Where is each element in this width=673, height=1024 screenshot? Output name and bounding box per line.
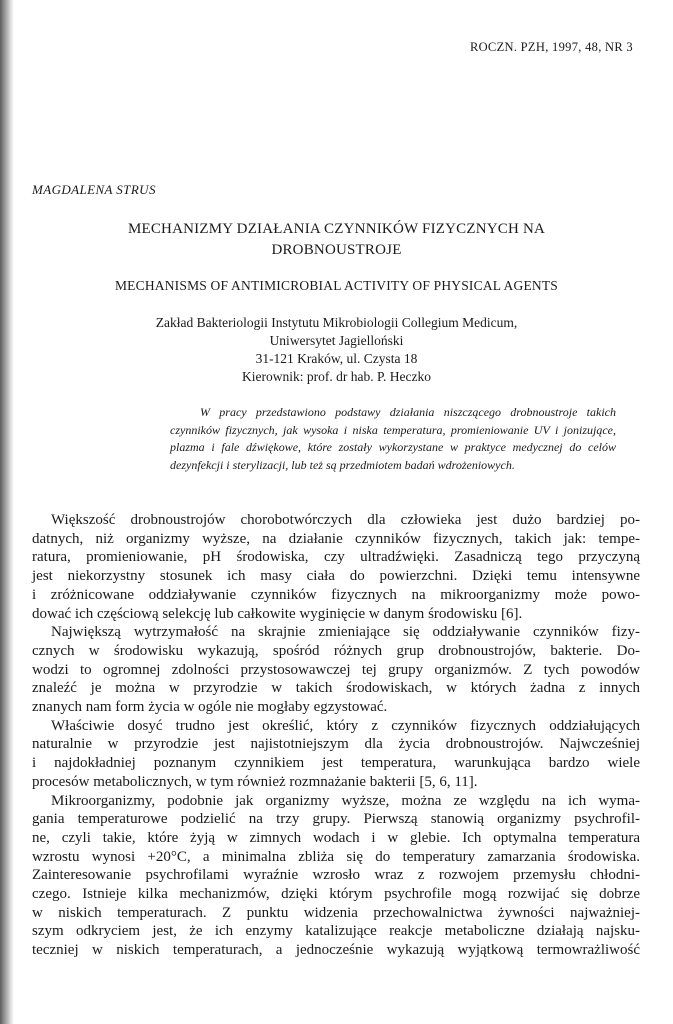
body-line: datnych, niż organizmy wyższe, na działanie czynników fizycznych, takich jak: tempe-	[32, 530, 640, 547]
body-line: w niskich temperaturach. Z punktu widzenia przechowalnictwa żywności najważniej-	[32, 904, 640, 921]
body-line: wzrostu wynosi +20°C, a minimalna zbliża się do temperatury zamarzania środowiska.	[32, 848, 640, 865]
body-line: szym odkryciem jest, że ich enzymy katalizujące reakcje metaboliczne działają najsku-	[32, 923, 640, 940]
abstract: W pracy przedstawiono podstawy działania niszczącego drobnoustroje takich czynników fizycznych, jak wysoka i niska temperatura, promieniowanie UV i jonizujące, plazma i fale dźwiękowe, które zostały wykorzystane w praktyce medycznej do celów dezynfekcji i sterylizacji, lub też są przedmiotem badań wdrożeniowych.	[170, 405, 616, 472]
body-line: ratura, promieniowanie, pH środowiska, czy ultradźwięki. Zasadniczą tego przyczyną	[32, 549, 640, 566]
body-line: znanych nam form życia w ogóle nie mogłaby egzystować.	[32, 699, 388, 716]
affiliation-line-4: Kierownik: prof. dr hab. P. Heczko	[242, 369, 431, 384]
affiliation-line-3: 31-121 Kraków, ul. Czysta 18	[255, 351, 418, 366]
affiliation-line-1: Zakład Bakteriologii Instytutu Mikrobiologii Collegium Medicum,	[155, 315, 518, 330]
body-line: czego. Istnieje kilka mechanizmów, dzięki którym psychrofile mogą rozwijać się dobrze	[32, 886, 640, 903]
body-line: Większość drobnoustrojów chorobotwórczych dla człowieka jest dużo bardziej po-	[51, 512, 640, 528]
article-title	[30, 219, 643, 261]
body-line: ne, czyli takie, które żyją w zimnych wodach i w glebie. Ich optymalna temperatura	[32, 829, 640, 846]
body-line: wodzi to ogromnej zdolności przystosowawczej tej grupy organizmów. Z tych powodów	[32, 661, 640, 678]
body-line: gania temperaturowe podzielić na trzy grupy. Pierwszą stanowią organizmy psychrofil-	[32, 811, 640, 828]
body-line: i zróżnicowane oddziaływanie czynników fizycznych na mikroorganizmy może powo-	[32, 586, 640, 603]
scan-page-edge	[0, 0, 14, 1024]
body-line: Mikroorganizmy, podobnie jak organizmy wyższe, można ze względu na ich wyma-	[51, 792, 640, 809]
body-text	[32, 511, 640, 960]
body-line: Właściwie dosyć trudno jest określić, który z czynników fizycznych oddziałujących	[51, 717, 640, 734]
body-line: procesów metabolicznych, w tym również rozmnażanie bakterii [5, 6, 11].	[32, 773, 478, 790]
title-line-2: DROBNOUSTROJE	[271, 242, 402, 258]
body-line: Największą wytrzymałość na skrajnie zmieniające się oddziaływanie czynników fizy-	[51, 624, 640, 641]
title-line-1: MECHANIZMY DZIAŁANIA CZYNNIKÓW FIZYCZNYCH NA	[127, 221, 546, 237]
body-line: teczniej w niskich temperaturach, a jednocześnie wykazują wyjątkową termowrażliwość	[32, 942, 640, 959]
body-line: dować ich częściową selekcję lub całkowite wyginięcie w danym środowisku [6].	[32, 605, 523, 622]
body-line: Zainteresowanie psychrofilami wyraźnie wzrosło wraz z rozwojem przemysłu chłodni-	[32, 867, 640, 884]
affiliation-line-2: Uniwersytet Jagielloński	[269, 333, 404, 348]
body-line: naturalnie w przyrodzie jest najistotniejszym dla życia drobnoustrojów. Najwcześniej	[32, 736, 640, 753]
body-line: cznych w środowisku wykazują, spośród różnych grup drobnoustrojów, bakterie. Do-	[32, 642, 640, 659]
journal-reference: ROCZN. PZH, 1997, 48, NR 3	[469, 40, 633, 54]
body-line: jest niekorzystny stosunek ich masy ciała do powierzchni. Dzięki temu intensywne	[32, 568, 640, 585]
affiliation-block	[30, 314, 643, 386]
author-name: MAGDALENA STRUS	[32, 182, 156, 197]
body-line: i najdokładniej poznanym czynnikiem jest temperatura, warunkująca bardzo wiele	[32, 755, 640, 772]
article-subtitle-english: MECHANISMS OF ANTIMICROBIAL ACTIVITY OF PHYSICAL AGENTS	[114, 278, 559, 293]
body-line: znaleźć je można w przyrodzie w takich środowiskach, w których żadna z innych	[32, 680, 640, 697]
